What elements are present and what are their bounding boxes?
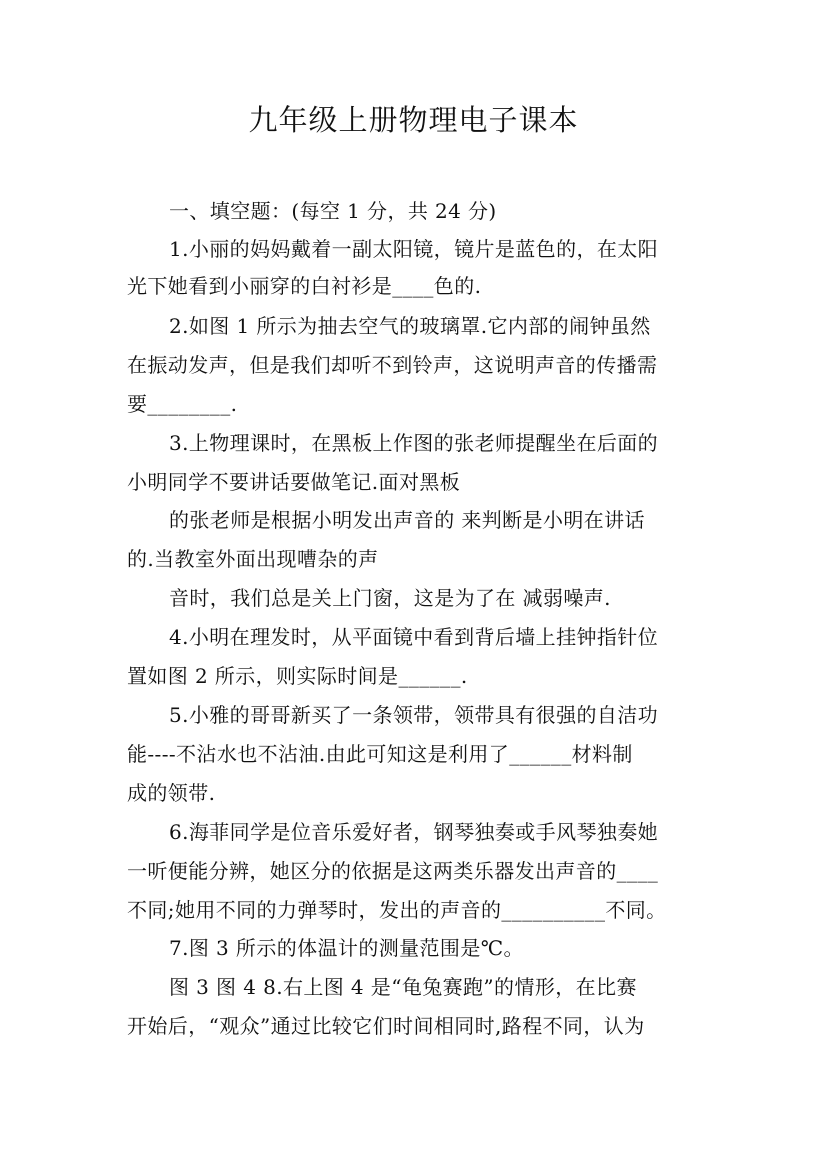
text-line: 音时，我们总是关上门窗，这是为了在 减弱噪声. [169,586,611,610]
text-line: 小明同学不要讲话要做笔记.面对黑板 [127,470,461,494]
text-line: 1.小丽的妈妈戴着一副太阳镜，镜片是蓝色的，在太阳 [169,237,659,261]
text-line: 7.图 3 所示的体温计的测量范围是℃。 [169,936,524,960]
text-line: 3.上物理课时，在黑板上作图的张老师提醒坐在后面的 [169,431,659,455]
text-line: 图 3 图 4 8.右上图 4 是“龟兔赛跑”的情形，在比赛 [169,975,637,999]
text-line: 要________. [127,392,238,416]
text-line: 光下她看到小丽穿的白衬衫是____色的. [127,274,482,298]
text-line: 置如图 2 所示，则实际时间是______. [127,664,468,688]
text-line: 能----不沾水也不沾油.由此可知这是利用了______材料制 [127,742,633,766]
text-line: 在振动发声，但是我们却听不到铃声，这说明声音的传播需 [127,353,658,377]
text-line: 的.当教室外面出现嘈杂的声 [127,547,379,571]
section-heading: 一、填空题：(每空 1 分，共 24 分) [169,199,497,223]
text-line: 成的领带. [127,781,216,805]
text-line: 的张老师是根据小明发出声音的 来判断是小明在讲话 [169,508,645,532]
text-line: 6.海菲同学是位音乐爱好者，钢琴独奏或手风琴独奏她 [169,820,659,844]
text-line: 开始后，“观众”通过比较它们时间相同时,路程不同，认为 [127,1014,645,1038]
text-line: 4.小明在理发时，从平面镜中看到背后墙上挂钟指针位 [169,625,659,649]
text-line: 不同;她用不同的力弹琴时，发出的声音的__________不同。 [127,898,667,922]
text-line: 2.如图 1 所示为抽去空气的玻璃罩.它内部的闹钟虽然 [169,314,651,338]
text-line: 5.小雅的哥哥新买了一条领带，领带具有很强的自洁功 [169,703,659,727]
text-line: 一听便能分辨，她区分的依据是这两类乐器发出声音的____ [127,859,659,883]
document-title: 九年级上册物理电子课本 [248,103,579,137]
